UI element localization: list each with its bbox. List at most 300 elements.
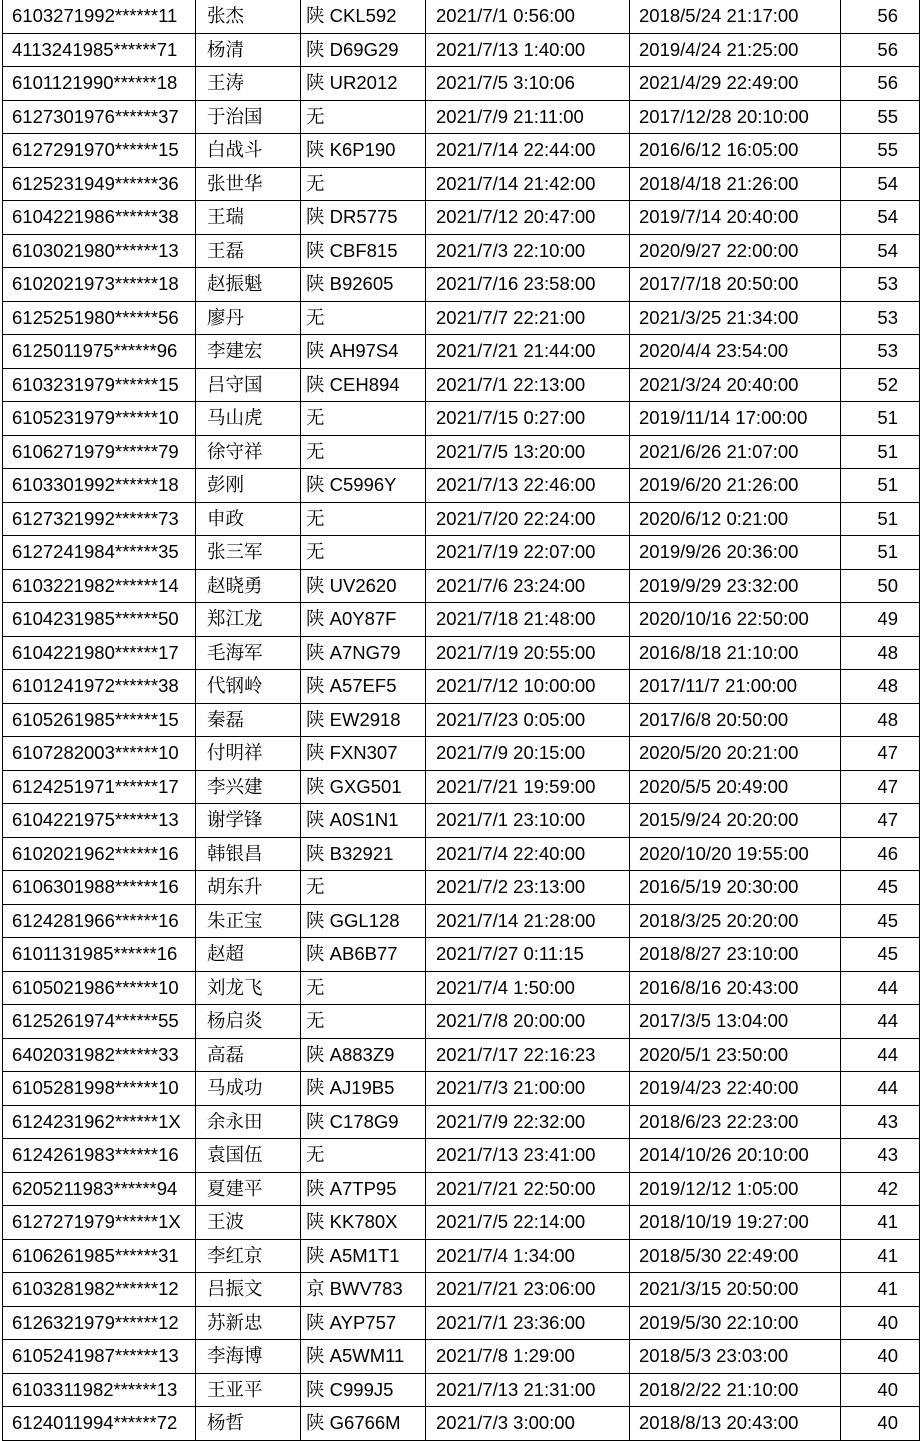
second-time-cell: 2021/6/26 21:07:00 [630, 435, 841, 469]
id-number-cell: 6126321979******12 [3, 1306, 196, 1340]
table-row [3, 1005, 920, 1039]
plate-number-cell: 陕 AB6B77 [301, 938, 426, 972]
second-time-cell: 2017/11/7 21:00:00 [630, 670, 841, 704]
id-number-cell: 6101131985******16 [3, 938, 196, 972]
person-name-cell: 赵晓勇 [196, 569, 301, 603]
table-row [3, 1172, 920, 1206]
first-time-cell: 2021/7/16 23:58:00 [426, 268, 630, 302]
table-row [3, 1206, 920, 1240]
first-time-cell: 2021/7/13 22:46:00 [426, 469, 630, 503]
table-row [3, 670, 920, 704]
plate-number-cell: 陕 A0S1N1 [301, 804, 426, 838]
person-name-cell: 马成功 [196, 1072, 301, 1106]
second-time-cell: 2017/12/28 20:10:00 [630, 100, 841, 134]
count-cell: 45 [841, 938, 920, 972]
records-table [2, 0, 920, 1441]
count-cell: 44 [841, 1072, 920, 1106]
person-name-cell: 韩银昌 [196, 837, 301, 871]
first-time-cell: 2021/7/19 22:07:00 [426, 536, 630, 570]
count-cell: 55 [841, 100, 920, 134]
table-row [3, 938, 920, 972]
second-time-cell: 2018/3/25 20:20:00 [630, 904, 841, 938]
id-number-cell: 6101241972******38 [3, 670, 196, 704]
table-row [3, 134, 920, 168]
id-number-cell: 6124251971******17 [3, 770, 196, 804]
plate-number-cell: 陕 C999J5 [301, 1373, 426, 1407]
plate-number-cell: 陕 CKL592 [301, 0, 426, 33]
second-time-cell: 2019/9/26 20:36:00 [630, 536, 841, 570]
first-time-cell: 2021/7/14 22:44:00 [426, 134, 630, 168]
first-time-cell: 2021/7/17 22:16:23 [426, 1038, 630, 1072]
count-cell: 54 [841, 201, 920, 235]
plate-number-cell: 陕 CEH894 [301, 368, 426, 402]
count-cell: 43 [841, 1139, 920, 1173]
second-time-cell: 2018/10/19 19:27:00 [630, 1206, 841, 1240]
person-name-cell: 夏建平 [196, 1172, 301, 1206]
table-row [3, 737, 920, 771]
id-number-cell: 6104221980******17 [3, 636, 196, 670]
person-name-cell: 王涛 [196, 67, 301, 101]
table-row [3, 1105, 920, 1139]
count-cell: 51 [841, 469, 920, 503]
count-cell: 47 [841, 804, 920, 838]
table-row [3, 1072, 920, 1106]
second-time-cell: 2021/3/25 21:34:00 [630, 301, 841, 335]
count-cell: 49 [841, 603, 920, 637]
id-number-cell: 6106271979******79 [3, 435, 196, 469]
id-number-cell: 6125261974******55 [3, 1005, 196, 1039]
first-time-cell: 2021/7/3 3:00:00 [426, 1407, 630, 1441]
count-cell: 53 [841, 301, 920, 335]
first-time-cell: 2021/7/20 22:24:00 [426, 502, 630, 536]
plate-number-cell: 陕 CBF815 [301, 234, 426, 268]
person-name-cell: 毛海军 [196, 636, 301, 670]
plate-number-cell: 陕 AYP757 [301, 1306, 426, 1340]
plate-number-cell: 陕 GGL128 [301, 904, 426, 938]
table-row [3, 0, 920, 33]
plate-number-cell: 无 [301, 402, 426, 436]
person-name-cell: 郑江龙 [196, 603, 301, 637]
second-time-cell: 2015/9/24 20:20:00 [630, 804, 841, 838]
second-time-cell: 2018/6/23 22:23:00 [630, 1105, 841, 1139]
person-name-cell: 马山虎 [196, 402, 301, 436]
second-time-cell: 2020/5/20 20:21:00 [630, 737, 841, 771]
count-cell: 40 [841, 1373, 920, 1407]
first-time-cell: 2021/7/9 20:15:00 [426, 737, 630, 771]
count-cell: 44 [841, 1038, 920, 1072]
person-name-cell: 李建宏 [196, 335, 301, 369]
second-time-cell: 2016/8/16 20:43:00 [630, 971, 841, 1005]
id-number-cell: 6103221982******14 [3, 569, 196, 603]
first-time-cell: 2021/7/8 1:29:00 [426, 1340, 630, 1374]
second-time-cell: 2020/4/4 23:54:00 [630, 335, 841, 369]
plate-number-cell: 陕 A7NG79 [301, 636, 426, 670]
person-name-cell: 彭刚 [196, 469, 301, 503]
plate-number-cell: 陕 B32921 [301, 837, 426, 871]
table-row [3, 904, 920, 938]
plate-number-cell: 陕 AJ19B5 [301, 1072, 426, 1106]
plate-number-cell: 陕 A883Z9 [301, 1038, 426, 1072]
second-time-cell: 2014/10/26 20:10:00 [630, 1139, 841, 1173]
id-number-cell: 6107282003******10 [3, 737, 196, 771]
plate-number-cell: 无 [301, 1005, 426, 1039]
person-name-cell: 李海博 [196, 1340, 301, 1374]
person-name-cell: 廖丹 [196, 301, 301, 335]
second-time-cell: 2018/5/3 23:03:00 [630, 1340, 841, 1374]
person-name-cell: 申政 [196, 502, 301, 536]
person-name-cell: 杨清 [196, 33, 301, 67]
plate-number-cell: 陕 FXN307 [301, 737, 426, 771]
person-name-cell: 白战斗 [196, 134, 301, 168]
id-number-cell: 6125231949******36 [3, 167, 196, 201]
first-time-cell: 2021/7/21 21:44:00 [426, 335, 630, 369]
id-number-cell: 6103311982******13 [3, 1373, 196, 1407]
id-number-cell: 6105261985******15 [3, 703, 196, 737]
id-number-cell: 6127291970******15 [3, 134, 196, 168]
first-time-cell: 2021/7/1 23:36:00 [426, 1306, 630, 1340]
first-time-cell: 2021/7/13 23:41:00 [426, 1139, 630, 1173]
table-row [3, 100, 920, 134]
table-row [3, 703, 920, 737]
count-cell: 40 [841, 1306, 920, 1340]
person-name-cell: 余永田 [196, 1105, 301, 1139]
count-cell: 45 [841, 904, 920, 938]
person-name-cell: 吕守国 [196, 368, 301, 402]
second-time-cell: 2018/2/22 21:10:00 [630, 1373, 841, 1407]
table-row [3, 1306, 920, 1340]
id-number-cell: 6105241987******13 [3, 1340, 196, 1374]
plate-number-cell: 陕 B92605 [301, 268, 426, 302]
person-name-cell: 张世华 [196, 167, 301, 201]
count-cell: 43 [841, 1105, 920, 1139]
plate-number-cell: 陕 KK780X [301, 1206, 426, 1240]
table-row [3, 871, 920, 905]
first-time-cell: 2021/7/9 21:11:00 [426, 100, 630, 134]
person-name-cell: 代钢岭 [196, 670, 301, 704]
plate-number-cell: 无 [301, 435, 426, 469]
id-number-cell: 6106301988******16 [3, 871, 196, 905]
count-cell: 54 [841, 234, 920, 268]
id-number-cell: 6127271979******1X [3, 1206, 196, 1240]
count-cell: 56 [841, 0, 920, 33]
first-time-cell: 2021/7/5 22:14:00 [426, 1206, 630, 1240]
person-name-cell: 赵超 [196, 938, 301, 972]
person-name-cell: 付明祥 [196, 737, 301, 771]
plate-number-cell: 陕 G6766M [301, 1407, 426, 1441]
id-number-cell: 6103271992******11 [3, 0, 196, 33]
second-time-cell: 2018/4/18 21:26:00 [630, 167, 841, 201]
person-name-cell: 王亚平 [196, 1373, 301, 1407]
second-time-cell: 2021/3/15 20:50:00 [630, 1273, 841, 1307]
count-cell: 53 [841, 335, 920, 369]
first-time-cell: 2021/7/4 1:50:00 [426, 971, 630, 1005]
id-number-cell: 6105231979******10 [3, 402, 196, 436]
count-cell: 48 [841, 670, 920, 704]
table-row [3, 502, 920, 536]
table-row [3, 469, 920, 503]
first-time-cell: 2021/7/1 0:56:00 [426, 0, 630, 33]
count-cell: 51 [841, 402, 920, 436]
table-row [3, 636, 920, 670]
plate-number-cell: 陕 C178G9 [301, 1105, 426, 1139]
count-cell: 51 [841, 435, 920, 469]
count-cell: 40 [841, 1407, 920, 1441]
table-row [3, 268, 920, 302]
id-number-cell: 4113241985******71 [3, 33, 196, 67]
id-number-cell: 6101121990******18 [3, 67, 196, 101]
first-time-cell: 2021/7/21 19:59:00 [426, 770, 630, 804]
person-name-cell: 高磊 [196, 1038, 301, 1072]
first-time-cell: 2021/7/13 1:40:00 [426, 33, 630, 67]
table-row [3, 603, 920, 637]
first-time-cell: 2021/7/27 0:11:15 [426, 938, 630, 972]
person-name-cell: 赵振魁 [196, 268, 301, 302]
person-name-cell: 谢学锋 [196, 804, 301, 838]
plate-number-cell: 无 [301, 167, 426, 201]
first-time-cell: 2021/7/12 20:47:00 [426, 201, 630, 235]
count-cell: 54 [841, 167, 920, 201]
id-number-cell: 6402031982******33 [3, 1038, 196, 1072]
second-time-cell: 2019/4/23 22:40:00 [630, 1072, 841, 1106]
table-row [3, 1038, 920, 1072]
person-name-cell: 杨哲 [196, 1407, 301, 1441]
table-row [3, 368, 920, 402]
person-name-cell: 张三军 [196, 536, 301, 570]
count-cell: 48 [841, 703, 920, 737]
person-name-cell: 杨启炎 [196, 1005, 301, 1039]
second-time-cell: 2020/5/5 20:49:00 [630, 770, 841, 804]
id-number-cell: 6105281998******10 [3, 1072, 196, 1106]
second-time-cell: 2017/3/5 13:04:00 [630, 1005, 841, 1039]
first-time-cell: 2021/7/5 13:20:00 [426, 435, 630, 469]
count-cell: 51 [841, 502, 920, 536]
table-row [3, 1273, 920, 1307]
first-time-cell: 2021/7/4 1:34:00 [426, 1239, 630, 1273]
second-time-cell: 2019/9/29 23:32:00 [630, 569, 841, 603]
id-number-cell: 6104221986******38 [3, 201, 196, 235]
first-time-cell: 2021/7/7 22:21:00 [426, 301, 630, 335]
table-row [3, 1373, 920, 1407]
plate-number-cell: 陕 A57EF5 [301, 670, 426, 704]
count-cell: 46 [841, 837, 920, 871]
id-number-cell: 6127301976******37 [3, 100, 196, 134]
person-name-cell: 王波 [196, 1206, 301, 1240]
second-time-cell: 2019/5/30 22:10:00 [630, 1306, 841, 1340]
count-cell: 41 [841, 1206, 920, 1240]
person-name-cell: 秦磊 [196, 703, 301, 737]
second-time-cell: 2021/4/29 22:49:00 [630, 67, 841, 101]
plate-number-cell: 无 [301, 971, 426, 1005]
id-number-cell: 6127241984******35 [3, 536, 196, 570]
person-name-cell: 徐守祥 [196, 435, 301, 469]
count-cell: 51 [841, 536, 920, 570]
second-time-cell: 2020/5/1 23:50:00 [630, 1038, 841, 1072]
count-cell: 47 [841, 737, 920, 771]
first-time-cell: 2021/7/21 23:06:00 [426, 1273, 630, 1307]
first-time-cell: 2021/7/14 21:28:00 [426, 904, 630, 938]
table-row [3, 234, 920, 268]
id-number-cell: 6124281966******16 [3, 904, 196, 938]
second-time-cell: 2019/6/20 21:26:00 [630, 469, 841, 503]
plate-number-cell: 京 BWV783 [301, 1273, 426, 1307]
person-name-cell: 于治国 [196, 100, 301, 134]
second-time-cell: 2017/6/8 20:50:00 [630, 703, 841, 737]
first-time-cell: 2021/7/12 10:00:00 [426, 670, 630, 704]
table-row [3, 435, 920, 469]
plate-number-cell: 无 [301, 871, 426, 905]
second-time-cell: 2017/7/18 20:50:00 [630, 268, 841, 302]
second-time-cell: 2020/10/16 22:50:00 [630, 603, 841, 637]
count-cell: 44 [841, 971, 920, 1005]
id-number-cell: 6103021980******13 [3, 234, 196, 268]
first-time-cell: 2021/7/14 21:42:00 [426, 167, 630, 201]
plate-number-cell: 陕 UR2012 [301, 67, 426, 101]
first-time-cell: 2021/7/2 23:13:00 [426, 871, 630, 905]
plate-number-cell: 陕 C5996Y [301, 469, 426, 503]
id-number-cell: 6124231962******1X [3, 1105, 196, 1139]
second-time-cell: 2016/6/12 16:05:00 [630, 134, 841, 168]
count-cell: 41 [841, 1239, 920, 1273]
second-time-cell: 2016/8/18 21:10:00 [630, 636, 841, 670]
id-number-cell: 6124011994******72 [3, 1407, 196, 1441]
plate-number-cell: 陕 UV2620 [301, 569, 426, 603]
plate-number-cell: 无 [301, 301, 426, 335]
second-time-cell: 2021/3/24 20:40:00 [630, 368, 841, 402]
table-row [3, 804, 920, 838]
id-number-cell: 6124261983******16 [3, 1139, 196, 1173]
first-time-cell: 2021/7/15 0:27:00 [426, 402, 630, 436]
plate-number-cell: 陕 AH97S4 [301, 335, 426, 369]
table-row [3, 837, 920, 871]
id-number-cell: 6104231985******50 [3, 603, 196, 637]
id-number-cell: 6125011975******96 [3, 335, 196, 369]
plate-number-cell: 陕 D69G29 [301, 33, 426, 67]
count-cell: 44 [841, 1005, 920, 1039]
id-number-cell: 6205211983******94 [3, 1172, 196, 1206]
person-name-cell: 吕振文 [196, 1273, 301, 1307]
first-time-cell: 2021/7/8 20:00:00 [426, 1005, 630, 1039]
count-cell: 48 [841, 636, 920, 670]
id-number-cell: 6127321992******73 [3, 502, 196, 536]
first-time-cell: 2021/7/4 22:40:00 [426, 837, 630, 871]
count-cell: 56 [841, 67, 920, 101]
table-row [3, 1340, 920, 1374]
id-number-cell: 6103231979******15 [3, 368, 196, 402]
table-row [3, 971, 920, 1005]
second-time-cell: 2020/9/27 22:00:00 [630, 234, 841, 268]
first-time-cell: 2021/7/3 21:00:00 [426, 1072, 630, 1106]
person-name-cell: 袁国伍 [196, 1139, 301, 1173]
count-cell: 45 [841, 871, 920, 905]
count-cell: 52 [841, 368, 920, 402]
table-row [3, 569, 920, 603]
first-time-cell: 2021/7/9 22:32:00 [426, 1105, 630, 1139]
first-time-cell: 2021/7/6 23:24:00 [426, 569, 630, 603]
table-row [3, 335, 920, 369]
count-cell: 50 [841, 569, 920, 603]
second-time-cell: 2019/12/12 1:05:00 [630, 1172, 841, 1206]
plate-number-cell: 无 [301, 1139, 426, 1173]
id-number-cell: 6105021986******10 [3, 971, 196, 1005]
plate-number-cell: 无 [301, 502, 426, 536]
first-time-cell: 2021/7/21 22:50:00 [426, 1172, 630, 1206]
id-number-cell: 6102021962******16 [3, 837, 196, 871]
second-time-cell: 2016/5/19 20:30:00 [630, 871, 841, 905]
plate-number-cell: 陕 EW2918 [301, 703, 426, 737]
person-name-cell: 李红京 [196, 1239, 301, 1273]
table-row [3, 770, 920, 804]
id-number-cell: 6104221975******13 [3, 804, 196, 838]
table-row [3, 67, 920, 101]
first-time-cell: 2021/7/3 22:10:00 [426, 234, 630, 268]
first-time-cell: 2021/7/1 22:13:00 [426, 368, 630, 402]
first-time-cell: 2021/7/18 21:48:00 [426, 603, 630, 637]
table-row [3, 301, 920, 335]
plate-number-cell: 陕 A5M1T1 [301, 1239, 426, 1273]
table-row [3, 167, 920, 201]
person-name-cell: 王磊 [196, 234, 301, 268]
second-time-cell: 2018/8/13 20:43:00 [630, 1407, 841, 1441]
second-time-cell: 2018/8/27 23:10:00 [630, 938, 841, 972]
plate-number-cell: 无 [301, 100, 426, 134]
person-name-cell: 胡东升 [196, 871, 301, 905]
table-row [3, 536, 920, 570]
person-name-cell: 李兴建 [196, 770, 301, 804]
table-row [3, 1139, 920, 1173]
plate-number-cell: 陕 A0Y87F [301, 603, 426, 637]
first-time-cell: 2021/7/19 20:55:00 [426, 636, 630, 670]
count-cell: 42 [841, 1172, 920, 1206]
id-number-cell: 6103301992******18 [3, 469, 196, 503]
plate-number-cell: 陕 GXG501 [301, 770, 426, 804]
count-cell: 53 [841, 268, 920, 302]
table-row [3, 1239, 920, 1273]
table-row [3, 402, 920, 436]
person-name-cell: 朱正宝 [196, 904, 301, 938]
table-row [3, 1407, 920, 1441]
person-name-cell: 张杰 [196, 0, 301, 33]
count-cell: 56 [841, 33, 920, 67]
table-row [3, 201, 920, 235]
person-name-cell: 苏新忠 [196, 1306, 301, 1340]
plate-number-cell: 陕 A5WM11 [301, 1340, 426, 1374]
second-time-cell: 2019/11/14 17:00:00 [630, 402, 841, 436]
id-number-cell: 6106261985******31 [3, 1239, 196, 1273]
id-number-cell: 6102021973******18 [3, 268, 196, 302]
second-time-cell: 2020/6/12 0:21:00 [630, 502, 841, 536]
records-table-body [3, 0, 920, 1440]
first-time-cell: 2021/7/5 3:10:06 [426, 67, 630, 101]
second-time-cell: 2019/7/14 20:40:00 [630, 201, 841, 235]
person-name-cell: 王瑞 [196, 201, 301, 235]
plate-number-cell: 陕 K6P190 [301, 134, 426, 168]
first-time-cell: 2021/7/23 0:05:00 [426, 703, 630, 737]
person-name-cell: 刘龙飞 [196, 971, 301, 1005]
count-cell: 41 [841, 1273, 920, 1307]
second-time-cell: 2018/5/30 22:49:00 [630, 1239, 841, 1273]
first-time-cell: 2021/7/13 21:31:00 [426, 1373, 630, 1407]
second-time-cell: 2019/4/24 21:25:00 [630, 33, 841, 67]
second-time-cell: 2018/5/24 21:17:00 [630, 0, 841, 33]
count-cell: 40 [841, 1340, 920, 1374]
table-row [3, 33, 920, 67]
second-time-cell: 2020/10/20 19:55:00 [630, 837, 841, 871]
count-cell: 55 [841, 134, 920, 168]
id-number-cell: 6125251980******56 [3, 301, 196, 335]
count-cell: 47 [841, 770, 920, 804]
plate-number-cell: 陕 A7TP95 [301, 1172, 426, 1206]
plate-number-cell: 无 [301, 536, 426, 570]
